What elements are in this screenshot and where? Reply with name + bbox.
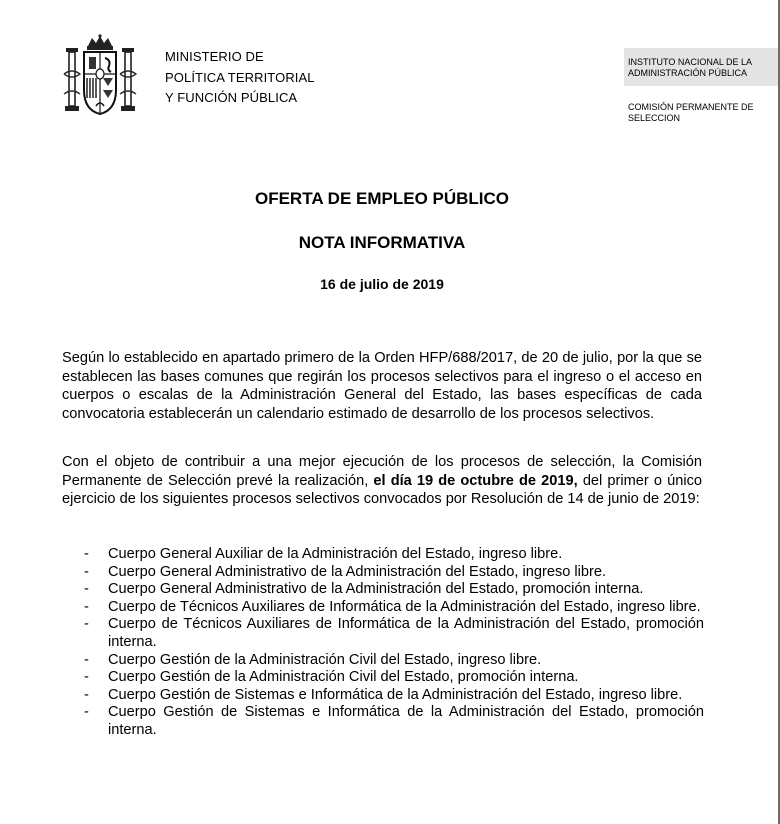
list-dash: - (84, 669, 89, 686)
ministry-line: POLÍTICA TERRITORIAL (165, 69, 315, 85)
list-item-text: Cuerpo Gestión de la Administración Civil del Estado, ingreso libre. (108, 651, 542, 668)
paragraph-text: del primer o único ejercicio de los siguientes procesos selectivos convocados por Resolución de 14 de junio de 2019: (62, 472, 702, 508)
list-dash: - (84, 704, 89, 721)
list-item-text: Cuerpo General Administrativo de la Administración del Estado, ingreso libre. (108, 563, 607, 580)
institute-name (628, 57, 752, 78)
list-item (84, 564, 704, 582)
intro-paragraph: Según lo establecido en apartado primero de la Orden HFP/688/2017, de 20 de julio, por la que se establecen las bases comunes que regirán los procesos selectivos para el ingreso o el acceso en cuerpos o escalas de la Administración General del Estado, las bases específicas de cada convocatoria establecerán un calendario estimado de desarrollo de los procesos selectivos. (62, 350, 702, 422)
ministry-line: MINISTERIO DE (165, 49, 264, 64)
exam-date-highlight: el día 19 de octubre de 2019, (373, 472, 578, 489)
list-dash: - (84, 581, 89, 598)
list-dash: - (84, 616, 89, 633)
document-date: 16 de julio de 2019 (320, 276, 444, 292)
ministry-name (165, 47, 315, 109)
list-item (84, 546, 704, 564)
list-item-text: Cuerpo de Técnicos Auxiliares de Informática de la Administración del Estado, ingreso libre. (108, 598, 701, 615)
list-item (84, 687, 704, 705)
list-item (84, 669, 704, 687)
institute-line: INSTITUTO NACIONAL DE LA (628, 57, 753, 67)
list-item-text: Cuerpo Gestión de Sistemas e Informática de la Administración del Estado, promoción interna. (108, 704, 704, 738)
list-dash: - (84, 651, 89, 668)
commission-name (628, 102, 754, 123)
list-item (84, 704, 704, 739)
list-item (84, 652, 704, 670)
document-subtitle: NOTA INFORMATIVA (298, 233, 466, 252)
list-item-text: Cuerpo General Auxiliar de la Administración del Estado, ingreso libre. (108, 546, 563, 562)
institute-line: ADMINISTRACIÓN PÚBLICA (628, 67, 748, 78)
list-item-text: Cuerpo General Administrativo de la Administración del Estado, promoción interna. (108, 581, 644, 598)
list-dash: - (84, 686, 89, 703)
list-item (84, 599, 704, 617)
commission-line: SELECCION (628, 112, 681, 123)
document-title: OFERTA DE EMPLEO PÚBLICO (254, 189, 510, 208)
exam-date-paragraph (62, 453, 702, 509)
list-item-text: Cuerpo Gestión de la Administración Civil del Estado, promoción interna. (108, 669, 579, 686)
list-item-text: Cuerpo Gestión de Sistemas e Informática de la Administración del Estado, ingreso libre. (108, 686, 683, 703)
list-item (84, 581, 704, 599)
ministry-line: Y FUNCIÓN PÚBLICA (165, 90, 298, 105)
list-item (84, 616, 704, 651)
list-dash: - (84, 598, 89, 615)
list-dash: - (84, 563, 89, 580)
list-dash: - (84, 546, 89, 562)
paragraph-text: Con el objeto de contribuir a una mejor ejecución de los procesos de selección, la Comisión Permanente de Selección prevé la realización, (62, 454, 702, 489)
list-item-text: Cuerpo de Técnicos Auxiliares de Informática de la Administración del Estado, promoción interna. (108, 616, 704, 650)
commission-line: COMISIÓN PERMANENTE DE (628, 102, 754, 112)
selection-process-list (84, 546, 704, 740)
spain-coat-of-arms-icon (60, 34, 140, 120)
